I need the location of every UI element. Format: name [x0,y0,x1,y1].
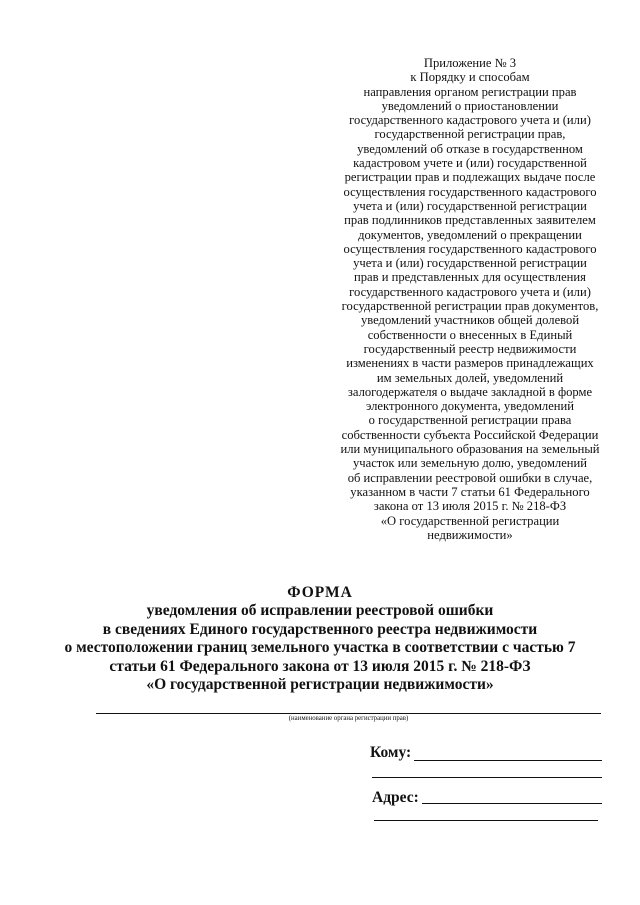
address-field-line-2 [374,820,598,821]
appendix-line: осуществления государственного кадастрового [343,241,597,256]
appendix-line: государственный реестр недвижимости [363,341,577,356]
form-title-line: статьи 61 Федерального закона от 13 июля 2015 г. № 218-ФЗ [109,657,531,675]
to-field-line-1 [414,760,602,761]
appendix-line: изменениях в части размеров принадлежащих [346,356,594,371]
appendix-line: документов, уведомлений о прекращении [358,227,582,242]
address-field-line-1 [422,803,602,804]
appendix-line: осуществления государственного кадастрового [343,184,597,199]
appendix-line: учета и (или) государственной регистрации [353,256,587,271]
appendix-line: Приложение № 3 [423,56,517,70]
appendix-line: участок или земельную долю, уведомлений [352,456,588,471]
form-title-block [60,584,580,694]
form-title-line: о местоположении границ земельного участка в соответствии с частью 7 [64,639,576,657]
form-heading: ФОРМА [287,584,353,601]
form-title-line: «О государственной регистрации недвижимости» [146,676,494,694]
appendix-line: направления органом регистрации прав [363,84,577,99]
appendix-line: государственной регистрации прав, [374,127,566,142]
appendix-line: государственного кадастрового учета и (или) [349,284,591,299]
organ-name-line [96,713,601,714]
appendix-block [330,56,610,542]
appendix-line: недвижимости» [427,527,513,542]
appendix-line: кадастровом учете и (или) государственной [353,156,587,171]
organ-caption: (наименование органа регистрации прав) [288,715,409,722]
appendix-line: им земельных долей, уведомлений [376,370,564,385]
appendix-line: к Порядку и способам [410,70,530,85]
appendix-line: уведомлений участников общей долевой [360,313,580,328]
appendix-line: прав и представленных для осуществления [354,270,586,285]
appendix-line: учета и (или) государственной регистрации [353,198,587,213]
to-field-line-2 [372,777,602,778]
form-title-line: уведомления об исправлении реестровой ошибки [146,602,494,620]
appendix-line: указанном в части 7 статьи 61 Федерального [350,484,590,499]
appendix-line: регистрации прав и подлежащих выдаче после [344,170,596,185]
appendix-line: уведомлений об отказе в государственном [357,141,583,156]
appendix-line: прав подлинников представленных заявителем [344,213,596,228]
appendix-line: собственности о внесенных в Единый [367,327,573,342]
appendix-line: государственной регистрации прав документов, [341,299,599,314]
appendix-line: уведомлений о приостановлении [381,98,559,113]
address-label: Адрес: [372,789,419,806]
appendix-line: закона от 13 июля 2015 г. № 218-ФЗ [373,499,567,514]
to-label: Кому: [370,744,412,761]
appendix-line: собственности субъекта Российской Федерации [341,427,599,442]
appendix-line: государственного кадастрового учета и (или) [349,113,591,128]
form-title-line: в сведениях Единого государственного реестра недвижимости [102,620,538,638]
appendix-line: залогодержателя о выдаче закладной в форме [347,384,593,399]
appendix-line: или муниципального образования на земельный [340,442,600,457]
appendix-line: электронного документа, уведомлений [365,399,575,414]
appendix-line: о государственной регистрации права [368,413,572,428]
appendix-line: «О государственной регистрации [380,513,560,528]
appendix-line: об исправлении реестровой ошибки в случае, [347,470,593,485]
